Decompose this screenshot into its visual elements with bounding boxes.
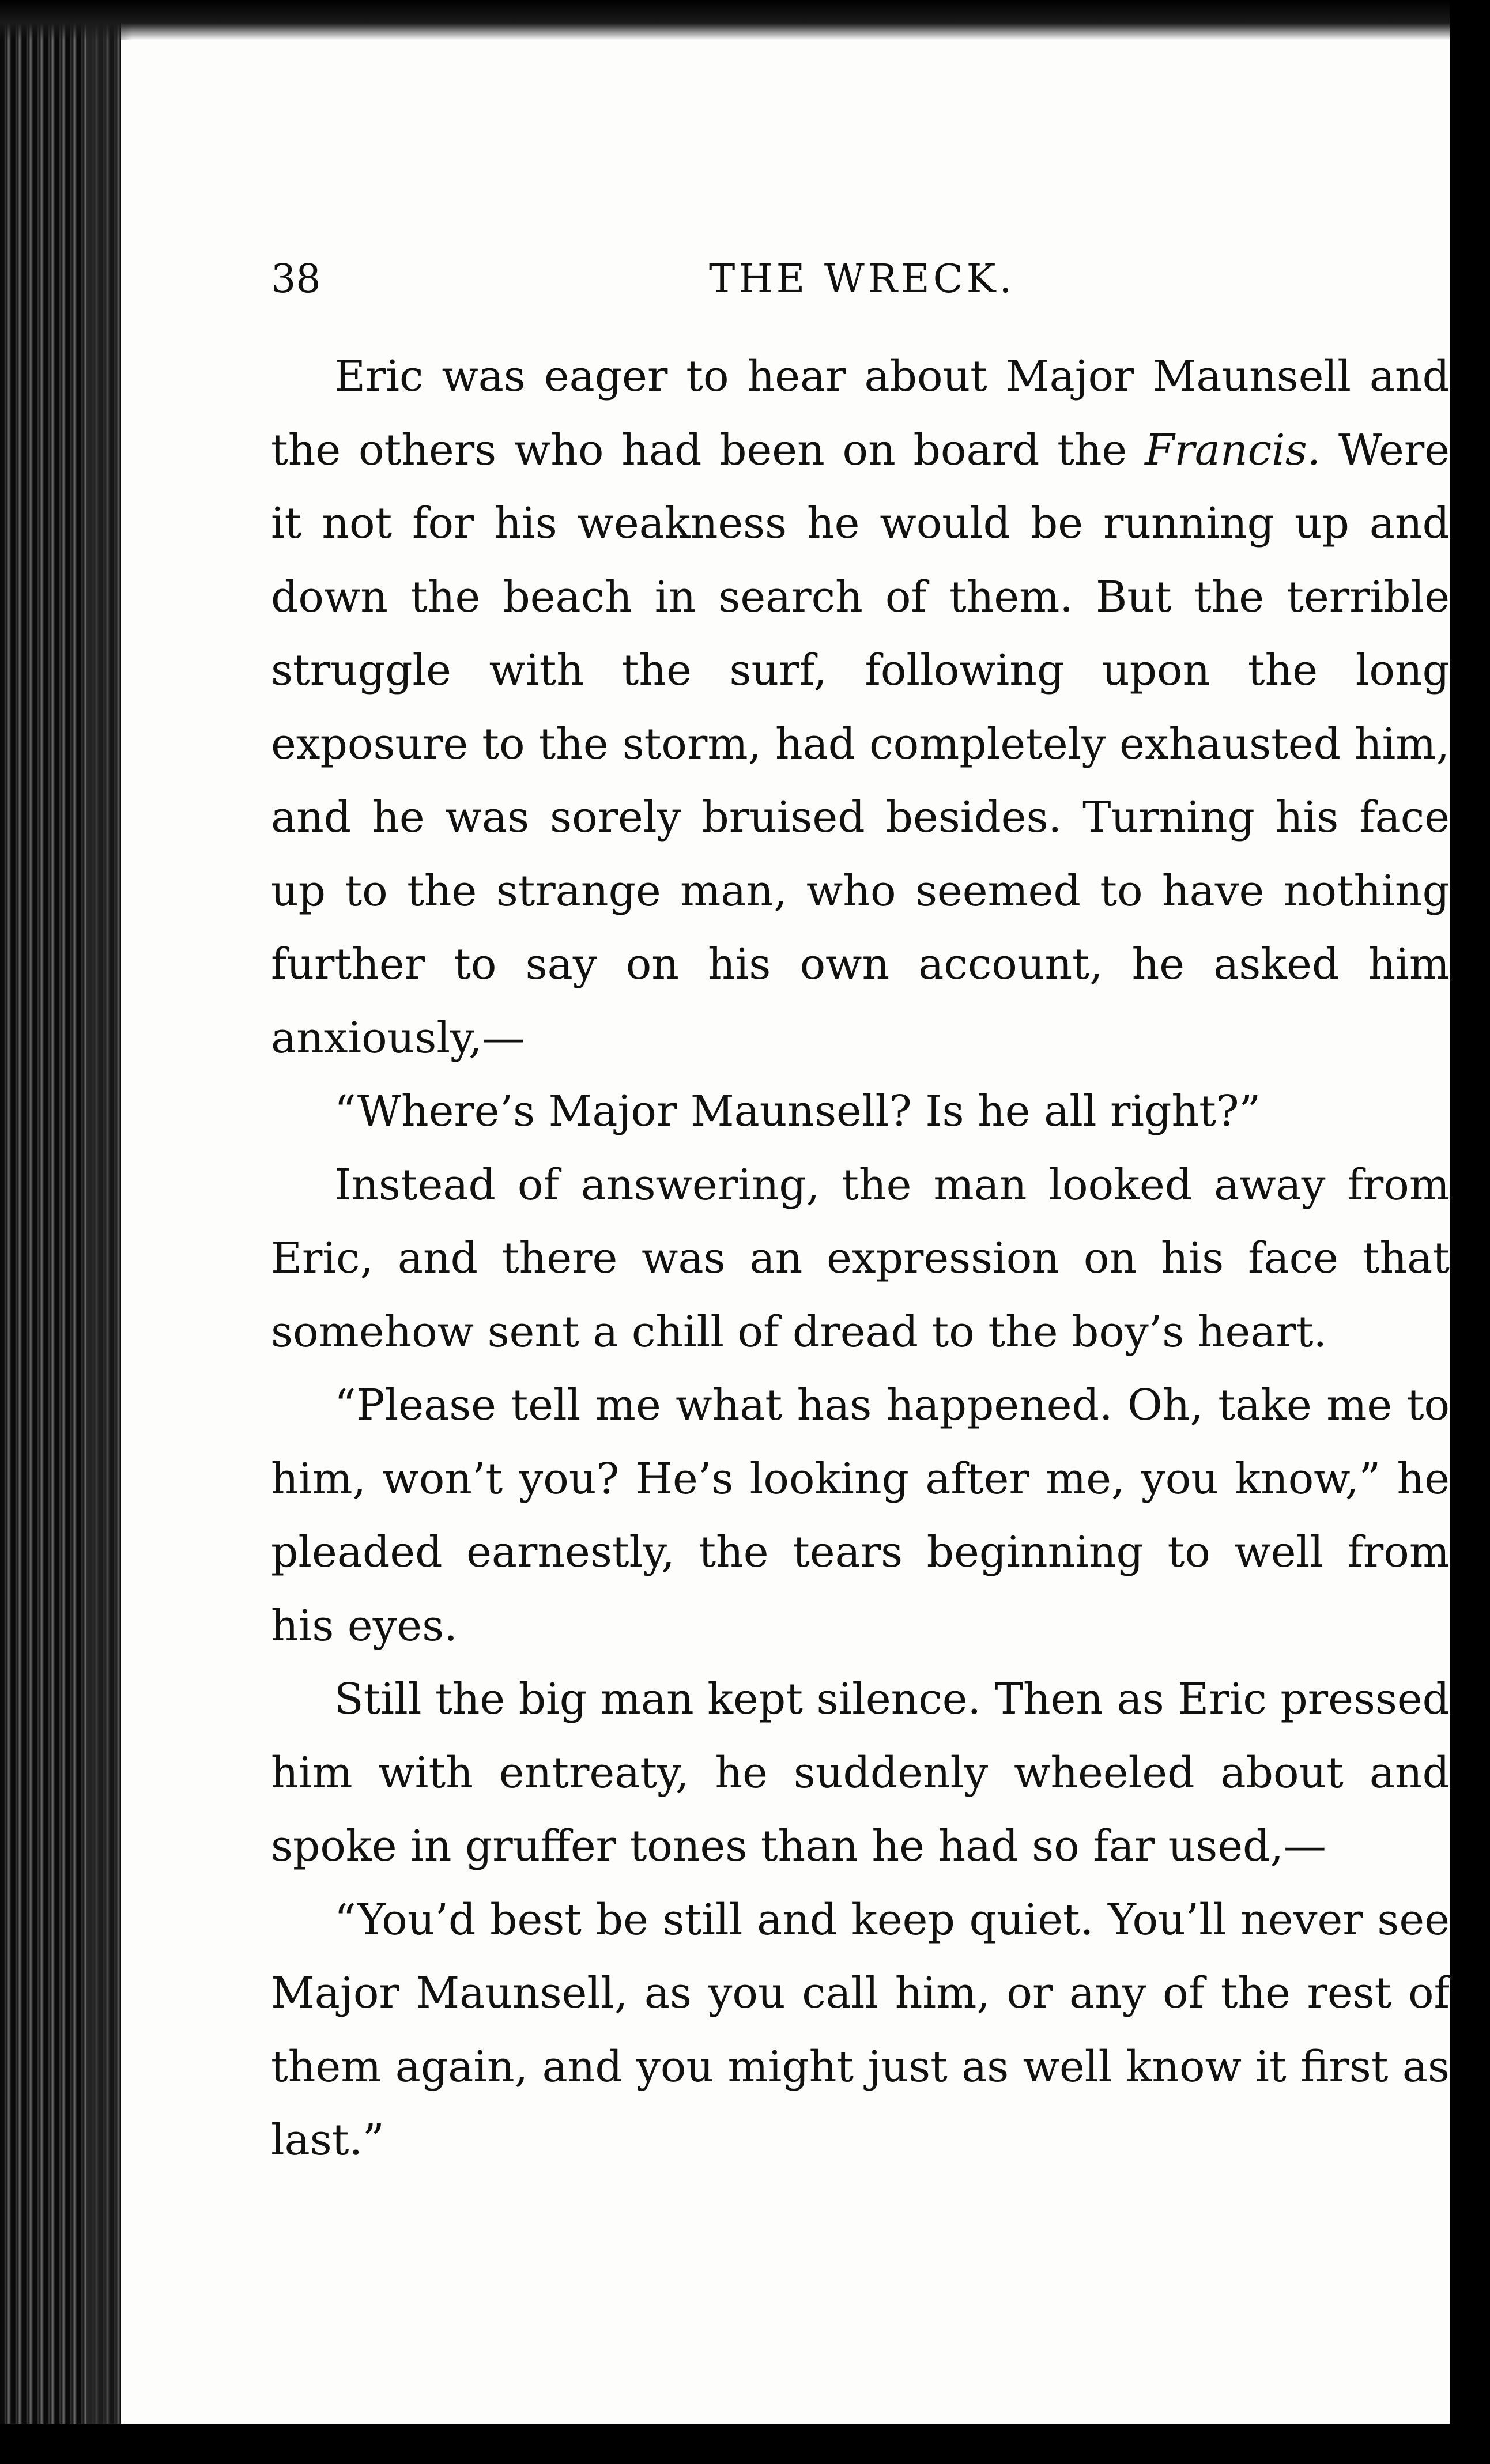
- scan-right-edge: [1450, 0, 1490, 2464]
- scan-top-edge: [0, 0, 1490, 40]
- page-number: 38: [271, 256, 321, 302]
- page-header: [271, 248, 1481, 311]
- paragraph: “Please tell me what has happened. Oh, take me to him, won’t you? He’s looking after me, you know,” he pleaded earnestly, the tears beginning to well from his eyes.: [271, 1380, 1450, 1651]
- running-title: THE WRECK.: [709, 256, 1016, 302]
- paragraph: “You’d best be still and keep quiet. You’ll never see Major Maunsell, as you call him, or any of the rest of them again, and you might just as well know it first as last.”: [271, 1895, 1450, 2165]
- body-text: [271, 340, 1450, 2178]
- paragraph: “Where’s Major Maunsell? Is he all right?”: [334, 1086, 1261, 1136]
- paragraph: Still the big man kept silence. Then as Eric pressed him with entreaty, he suddenly wheeled about and spoke in gruffer tones than he had so far used,—: [271, 1674, 1450, 1871]
- paragraph: Eric was eager to hear about Major Maunsell and the others who had been on board the Francis. Were it not for his weakness he would be running up and down the beach in search of them. But the terrible struggle with the surf, following upon the long exposure to the storm, had completely exhausted him, and he was sorely bruised besides. Turning his face up to the strange man, who seemed to have nothing further to say on his own account, he asked him anxiously,—: [271, 352, 1450, 1063]
- scan-bottom-edge: [0, 2424, 1490, 2464]
- paragraph: Instead of answering, the man looked away from Eric, and there was an expression on his face that somehow sent a chill of dread to the boy’s heart.: [271, 1160, 1450, 1357]
- ship-name: Francis.: [1145, 425, 1321, 475]
